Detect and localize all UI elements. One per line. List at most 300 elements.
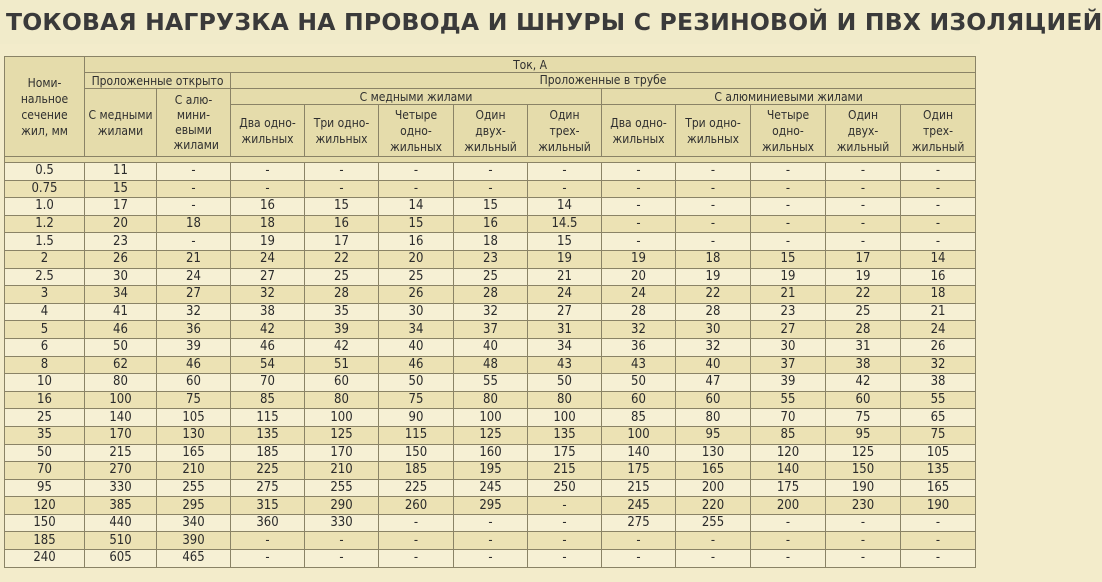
cell-value: 42 [826,374,901,392]
cell-value: 165 [157,444,231,462]
cell-value: 165 [676,462,751,480]
header-col-7: Три одно-жильных [676,105,751,157]
cell-value: 170 [305,444,379,462]
cell-value: 27 [528,303,602,321]
cell-value: 115 [231,409,305,427]
cell-section: 95 [5,479,85,497]
cell-value: 75 [826,409,901,427]
cell-value: - [826,215,901,233]
cell-value: 18 [454,233,528,251]
cell-value: - [676,233,751,251]
header-col-1: Два одно-жильных [231,105,305,157]
cell-value: 260 [379,497,454,515]
cell-value: 27 [231,268,305,286]
cell-value: 46 [85,321,157,339]
cell-value: 190 [901,497,976,515]
table-row [5,303,976,321]
cell-value: 90 [379,409,454,427]
cell-value: 22 [305,250,379,268]
cell-value: 43 [602,356,676,374]
table-row [5,514,976,532]
cell-value: 100 [602,426,676,444]
cell-value: - [454,514,528,532]
cell-value: - [528,180,602,198]
cell-value: 105 [901,444,976,462]
cell-value: - [602,550,676,568]
cell-value: - [676,198,751,216]
cell-value: 105 [157,409,231,427]
cell-value: - [379,550,454,568]
cell-value: 19 [528,250,602,268]
cell-value: - [826,198,901,216]
cell-value: - [157,163,231,181]
cell-value: 16 [379,233,454,251]
cell-value: 60 [305,374,379,392]
cell-value: 40 [454,338,528,356]
cell-value: 340 [157,514,231,532]
cell-value: - [602,198,676,216]
cell-value: 100 [454,409,528,427]
cell-value: 32 [157,303,231,321]
cell-value: - [305,532,379,550]
cell-value: 80 [676,409,751,427]
cell-value: 24 [528,286,602,304]
cell-value: 32 [602,321,676,339]
cell-value: 25 [379,268,454,286]
cell-section: 120 [5,497,85,515]
cell-value: 130 [676,444,751,462]
header-tube: Проложенные в трубе [231,73,976,89]
cell-value: 24 [602,286,676,304]
cell-value: 30 [676,321,751,339]
cell-value: - [454,180,528,198]
cell-value: 80 [305,391,379,409]
cell-value: 15 [379,215,454,233]
cell-value: 26 [85,250,157,268]
cell-value: - [676,550,751,568]
cell-value: 50 [85,338,157,356]
cell-value: - [751,532,826,550]
cell-value: 200 [676,479,751,497]
cell-value: 39 [157,338,231,356]
table-row [5,391,976,409]
cell-value: 185 [379,462,454,480]
cell-value: - [751,163,826,181]
cell-value: 19 [231,233,305,251]
cell-value: 75 [157,391,231,409]
cell-value: 42 [231,321,305,339]
cell-section: 6 [5,338,85,356]
cell-section: 240 [5,550,85,568]
cell-value: 27 [157,286,231,304]
cell-value: - [305,163,379,181]
header-tube-copper: С медными жилами [231,89,602,105]
cell-value: 46 [231,338,305,356]
cell-value: - [528,514,602,532]
cell-value: 19 [826,268,901,286]
cell-value: 50 [379,374,454,392]
cell-value: 195 [454,462,528,480]
cell-section: 50 [5,444,85,462]
cell-value: - [826,532,901,550]
cell-value: 21 [751,286,826,304]
cell-value: 95 [676,426,751,444]
cell-value: 62 [85,356,157,374]
cell-value: 40 [379,338,454,356]
cell-value: - [157,233,231,251]
cell-section: 0.75 [5,180,85,198]
cell-value: - [528,497,602,515]
cell-value: 23 [85,233,157,251]
cell-value: 275 [602,514,676,532]
cell-value: 55 [901,391,976,409]
cell-value: 25 [305,268,379,286]
cell-value: 175 [602,462,676,480]
cell-value: 175 [751,479,826,497]
cell-value: - [157,198,231,216]
cell-value: - [826,180,901,198]
cell-value: - [751,215,826,233]
cell-value: 70 [231,374,305,392]
cell-value: 47 [676,374,751,392]
cell-value: 26 [379,286,454,304]
cell-value: 210 [305,462,379,480]
table-row [5,321,976,339]
header-open-copper: С медными жилами [85,89,157,157]
cell-value: 15 [85,180,157,198]
cell-value: 46 [157,356,231,374]
cell-value: 24 [157,268,231,286]
cell-value: - [826,550,901,568]
cell-value: 140 [602,444,676,462]
table-row [5,233,976,251]
cell-value: 70 [751,409,826,427]
cell-value: 23 [454,250,528,268]
cell-value: 25 [826,303,901,321]
cell-value: 330 [305,514,379,532]
cell-value: - [901,198,976,216]
cell-value: 18 [157,215,231,233]
cell-value: 28 [676,303,751,321]
table-row [5,338,976,356]
header-open: Проложенные открыто [85,73,231,89]
cell-value: - [231,163,305,181]
cell-value: 26 [901,338,976,356]
cell-value: 37 [751,356,826,374]
cell-value: 48 [454,356,528,374]
cell-value: 22 [826,286,901,304]
cell-value: 32 [901,356,976,374]
cell-value: 85 [602,409,676,427]
cell-value: 28 [826,321,901,339]
cell-value: - [751,514,826,532]
cell-value: 34 [379,321,454,339]
cell-section: 70 [5,462,85,480]
cell-value: 60 [676,391,751,409]
cell-value: - [379,532,454,550]
cell-section: 8 [5,356,85,374]
cell-value: 15 [305,198,379,216]
table-row [5,356,976,374]
cell-value: 31 [826,338,901,356]
cell-value: 38 [901,374,976,392]
cell-value: - [454,163,528,181]
cell-value: - [826,514,901,532]
header-col-5: Один трех-жильный [528,105,602,157]
cell-value: 75 [901,426,976,444]
cell-value: 17 [826,250,901,268]
cell-value: - [528,532,602,550]
cell-value: 23 [751,303,826,321]
table-row [5,163,976,181]
cell-value: 360 [231,514,305,532]
table-row [5,532,976,550]
cell-section: 3 [5,286,85,304]
cell-value: - [751,550,826,568]
cell-value: - [751,180,826,198]
cell-value: 125 [826,444,901,462]
header-col-4: Один двух-жильный [454,105,528,157]
cell-value: - [901,215,976,233]
cell-value: 60 [157,374,231,392]
cell-value: 80 [85,374,157,392]
table-row [5,444,976,462]
cell-value: 16 [454,215,528,233]
cell-value: 115 [379,426,454,444]
cell-value: 215 [602,479,676,497]
cell-value: 225 [231,462,305,480]
cell-value: 39 [751,374,826,392]
cell-value: 46 [379,356,454,374]
cell-value: - [676,163,751,181]
cell-value: 255 [676,514,751,532]
cell-value: 60 [826,391,901,409]
cell-section: 35 [5,426,85,444]
cell-value: 100 [305,409,379,427]
cell-value: 120 [751,444,826,462]
table-row [5,550,976,568]
cell-value: 605 [85,550,157,568]
cell-value: 315 [231,497,305,515]
cell-value: 220 [676,497,751,515]
cell-value: 32 [231,286,305,304]
cell-value: - [901,550,976,568]
cell-value: - [305,550,379,568]
current-load-table [4,56,976,568]
cell-value: - [826,233,901,251]
cell-value: - [602,180,676,198]
cell-value: 440 [85,514,157,532]
cell-value: 295 [157,497,231,515]
cell-value: - [826,163,901,181]
cell-value: 16 [305,215,379,233]
cell-value: 31 [528,321,602,339]
cell-value: 19 [602,250,676,268]
cell-value: 290 [305,497,379,515]
cell-value: 295 [454,497,528,515]
cell-value: 245 [602,497,676,515]
cell-value: 21 [157,250,231,268]
cell-value: 36 [602,338,676,356]
cell-value: 43 [528,356,602,374]
table-row [5,286,976,304]
cell-value: 19 [676,268,751,286]
cell-value: 510 [85,532,157,550]
cell-value: 30 [379,303,454,321]
cell-value: 18 [231,215,305,233]
cell-value: - [676,532,751,550]
cell-value: - [305,180,379,198]
cell-value: 140 [85,409,157,427]
cell-value: 16 [901,268,976,286]
cell-value: - [454,550,528,568]
cell-section: 25 [5,409,85,427]
cell-value: 75 [379,391,454,409]
cell-value: 200 [751,497,826,515]
cell-value: 38 [826,356,901,374]
header-current: Ток, А [85,57,976,73]
cell-value: 32 [454,303,528,321]
table-row [5,374,976,392]
cell-value: - [602,233,676,251]
cell-value: 125 [305,426,379,444]
cell-value: 135 [231,426,305,444]
cell-value: 250 [528,479,602,497]
cell-value: 39 [305,321,379,339]
cell-value: 17 [305,233,379,251]
cell-section: 2 [5,250,85,268]
cell-value: - [231,532,305,550]
cell-section: 150 [5,514,85,532]
cell-value: 80 [528,391,602,409]
cell-value: 24 [231,250,305,268]
table-row [5,497,976,515]
cell-value: 19 [751,268,826,286]
cell-value: - [528,163,602,181]
cell-value: 245 [454,479,528,497]
cell-value: 170 [85,426,157,444]
table-row [5,215,976,233]
cell-value: 24 [901,321,976,339]
cell-value: 270 [85,462,157,480]
header-col-8: Четыре одно-жильных [751,105,826,157]
cell-value: 225 [379,479,454,497]
cell-value: 14 [901,250,976,268]
cell-value: 27 [751,321,826,339]
cell-value: 95 [826,426,901,444]
cell-section: 16 [5,391,85,409]
cell-value: 135 [528,426,602,444]
cell-value: 28 [602,303,676,321]
cell-value: 18 [676,250,751,268]
cell-value: 40 [676,356,751,374]
table-row [5,426,976,444]
cell-value: 140 [751,462,826,480]
cell-value: - [901,180,976,198]
header-col-3: Четыре одно-жильных [379,105,454,157]
cell-section: 0.5 [5,163,85,181]
cell-value: 80 [454,391,528,409]
cell-value: 15 [528,233,602,251]
cell-value: - [901,514,976,532]
cell-section: 1.2 [5,215,85,233]
cell-value: 42 [305,338,379,356]
cell-value: 14 [379,198,454,216]
cell-section: 4 [5,303,85,321]
cell-value: 14 [528,198,602,216]
cell-value: 22 [676,286,751,304]
cell-value: 55 [454,374,528,392]
page-title: ТОКОВАЯ НАГРУЗКА НА ПРОВОДА И ШНУРЫ С РЕЗИНОВОЙ И ПВХ ИЗОЛЯЦИЕЙ [0,0,980,44]
cell-value: 255 [305,479,379,497]
cell-value: 130 [157,426,231,444]
header-tube-alu: С алюминиевыми жилами [602,89,976,105]
table-row [5,268,976,286]
cell-value: 34 [85,286,157,304]
table-row [5,479,976,497]
cell-value: - [454,532,528,550]
cell-value: 25 [454,268,528,286]
cell-value: 55 [751,391,826,409]
cell-value: 16 [231,198,305,216]
cell-section: 2.5 [5,268,85,286]
cell-value: 210 [157,462,231,480]
cell-value: 275 [231,479,305,497]
cell-section: 5 [5,321,85,339]
cell-value: 11 [85,163,157,181]
cell-value: 37 [454,321,528,339]
cell-value: 160 [454,444,528,462]
cell-value: 34 [528,338,602,356]
cell-section: 10 [5,374,85,392]
cell-value: 150 [826,462,901,480]
cell-value: 230 [826,497,901,515]
cell-value: 30 [85,268,157,286]
cell-section: 1.0 [5,198,85,216]
cell-value: 15 [454,198,528,216]
cell-value: 51 [305,356,379,374]
cell-value: 17 [85,198,157,216]
cell-value: 100 [85,391,157,409]
cell-value: 385 [85,497,157,515]
cell-value: - [901,163,976,181]
cell-value: 50 [528,374,602,392]
cell-value: 85 [751,426,826,444]
cell-value: 60 [602,391,676,409]
cell-value: 85 [231,391,305,409]
cell-value: - [379,180,454,198]
cell-value: - [379,163,454,181]
cell-value: - [602,215,676,233]
header-col-6: Два одно-жильных [602,105,676,157]
cell-value: 20 [379,250,454,268]
cell-value: 35 [305,303,379,321]
cell-value: 330 [85,479,157,497]
cell-value: - [901,532,976,550]
cell-value: - [751,233,826,251]
table-row [5,250,976,268]
cell-value: 28 [305,286,379,304]
cell-value: 125 [454,426,528,444]
cell-value: 175 [528,444,602,462]
header-col-2: Три одно-жильных [305,105,379,157]
cell-value: 185 [231,444,305,462]
cell-value: - [676,215,751,233]
table-header [5,57,976,157]
table-row [5,180,976,198]
cell-value: 36 [157,321,231,339]
cell-value: 390 [157,532,231,550]
